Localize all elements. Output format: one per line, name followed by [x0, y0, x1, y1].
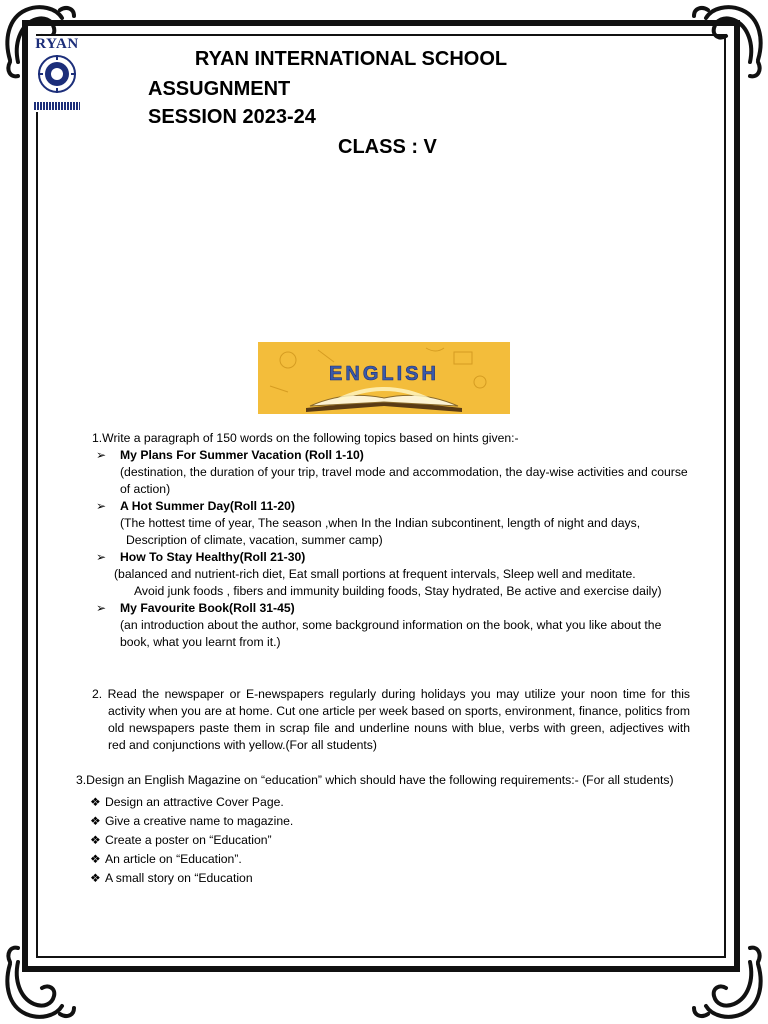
topic-list	[76, 447, 690, 651]
diamond-bullet-icon: ❖	[90, 871, 101, 885]
diamond-bullet-icon: ❖	[90, 852, 101, 866]
logo-text: RYAN	[35, 36, 79, 52]
question-1: 1.Write a paragraph of 150 words on the following topics based on hints given:-	[92, 431, 519, 445]
list-item	[90, 812, 690, 831]
requirement-text: A small story on “Education	[104, 871, 253, 885]
requirement-text: Create a poster on “Education”	[104, 833, 272, 847]
diamond-bullet-icon: ❖	[90, 833, 101, 847]
list-item	[90, 850, 690, 869]
topic-title: My Plans For Summer Vacation (Roll 1-10)	[120, 448, 364, 462]
topic-hint	[114, 566, 690, 600]
topic-hint: (an introduction about the author, some background information on the book, what you like about the book, what you learnt from it.)	[120, 618, 662, 649]
topic-title: How To Stay Healthy(Roll 21-30)	[120, 550, 306, 564]
topic-hint-line-1: (balanced and nutrient-rich diet, Eat small portions at frequent intervals, Sleep well and meditate.	[114, 567, 636, 581]
magazine-requirements-list	[76, 793, 690, 888]
assignment-heading: ASSUGNMENT	[148, 78, 291, 100]
topic-hint: (destination, the duration of your trip, travel mode and accommodation, the day-wise activities and course of action)	[120, 465, 688, 496]
arrow-bullet-icon: ➢	[96, 550, 107, 564]
scroll-corner-icon	[678, 0, 768, 90]
list-item	[96, 447, 690, 498]
list-item	[96, 600, 690, 651]
class-heading: CLASS : V	[338, 136, 437, 158]
topic-hint	[120, 515, 690, 549]
topic-hint-line-2: Avoid junk foods , fibers and immunity building foods, Stay hydrated, Be active and exercise daily)	[134, 584, 662, 598]
diamond-bullet-icon: ❖	[90, 814, 101, 828]
arrow-bullet-icon: ➢	[96, 448, 107, 462]
english-book-illustration	[258, 342, 510, 414]
topic-hint-line-2: Description of climate, vacation, summer camp)	[126, 533, 383, 547]
assignment-content	[76, 430, 690, 888]
requirement-text: Give a creative name to magazine.	[104, 814, 294, 828]
requirement-text: An article on “Education”.	[104, 852, 242, 866]
english-banner	[258, 342, 510, 414]
list-item	[90, 793, 690, 812]
arrow-bullet-icon: ➢	[96, 601, 107, 615]
question-2: 2. Read the newspaper or E-newspapers regularly during holidays you may utilize your noon time for this activity when you are at home. Cut one article per week based on sports, environment, finance, politics from old newspapers paste them in scrap file and underline nouns with blue, verbs with green, adjectives with red and conjunctions with yellow.(For all students)	[92, 687, 690, 752]
school-name: RYAN INTERNATIONAL SCHOOL	[194, 48, 508, 70]
scroll-corner-icon	[0, 934, 90, 1024]
session-heading: SESSION 2023-24	[148, 106, 316, 128]
topic-hint-line-1: (The hottest time of year, The season ,when In the Indian subcontinent, length of night and days,	[120, 516, 641, 530]
scroll-corner-icon	[678, 934, 768, 1024]
list-item	[90, 869, 690, 888]
topic-title: A Hot Summer Day(Roll 11-20)	[120, 499, 295, 513]
logo-motto-bar	[34, 102, 80, 110]
list-item	[96, 498, 690, 549]
question-3: 3.Design an English Magazine on “education” which should have the following requirements:- (For all students)	[76, 773, 674, 787]
arrow-bullet-icon: ➢	[96, 499, 107, 513]
requirement-text: Design an attractive Cover Page.	[104, 795, 284, 809]
list-item	[90, 831, 690, 850]
banner-word: ENGLISH	[329, 363, 439, 385]
topic-title: My Favourite Book(Roll 31-45)	[120, 601, 295, 615]
diamond-bullet-icon: ❖	[90, 795, 101, 809]
list-item	[96, 549, 690, 600]
